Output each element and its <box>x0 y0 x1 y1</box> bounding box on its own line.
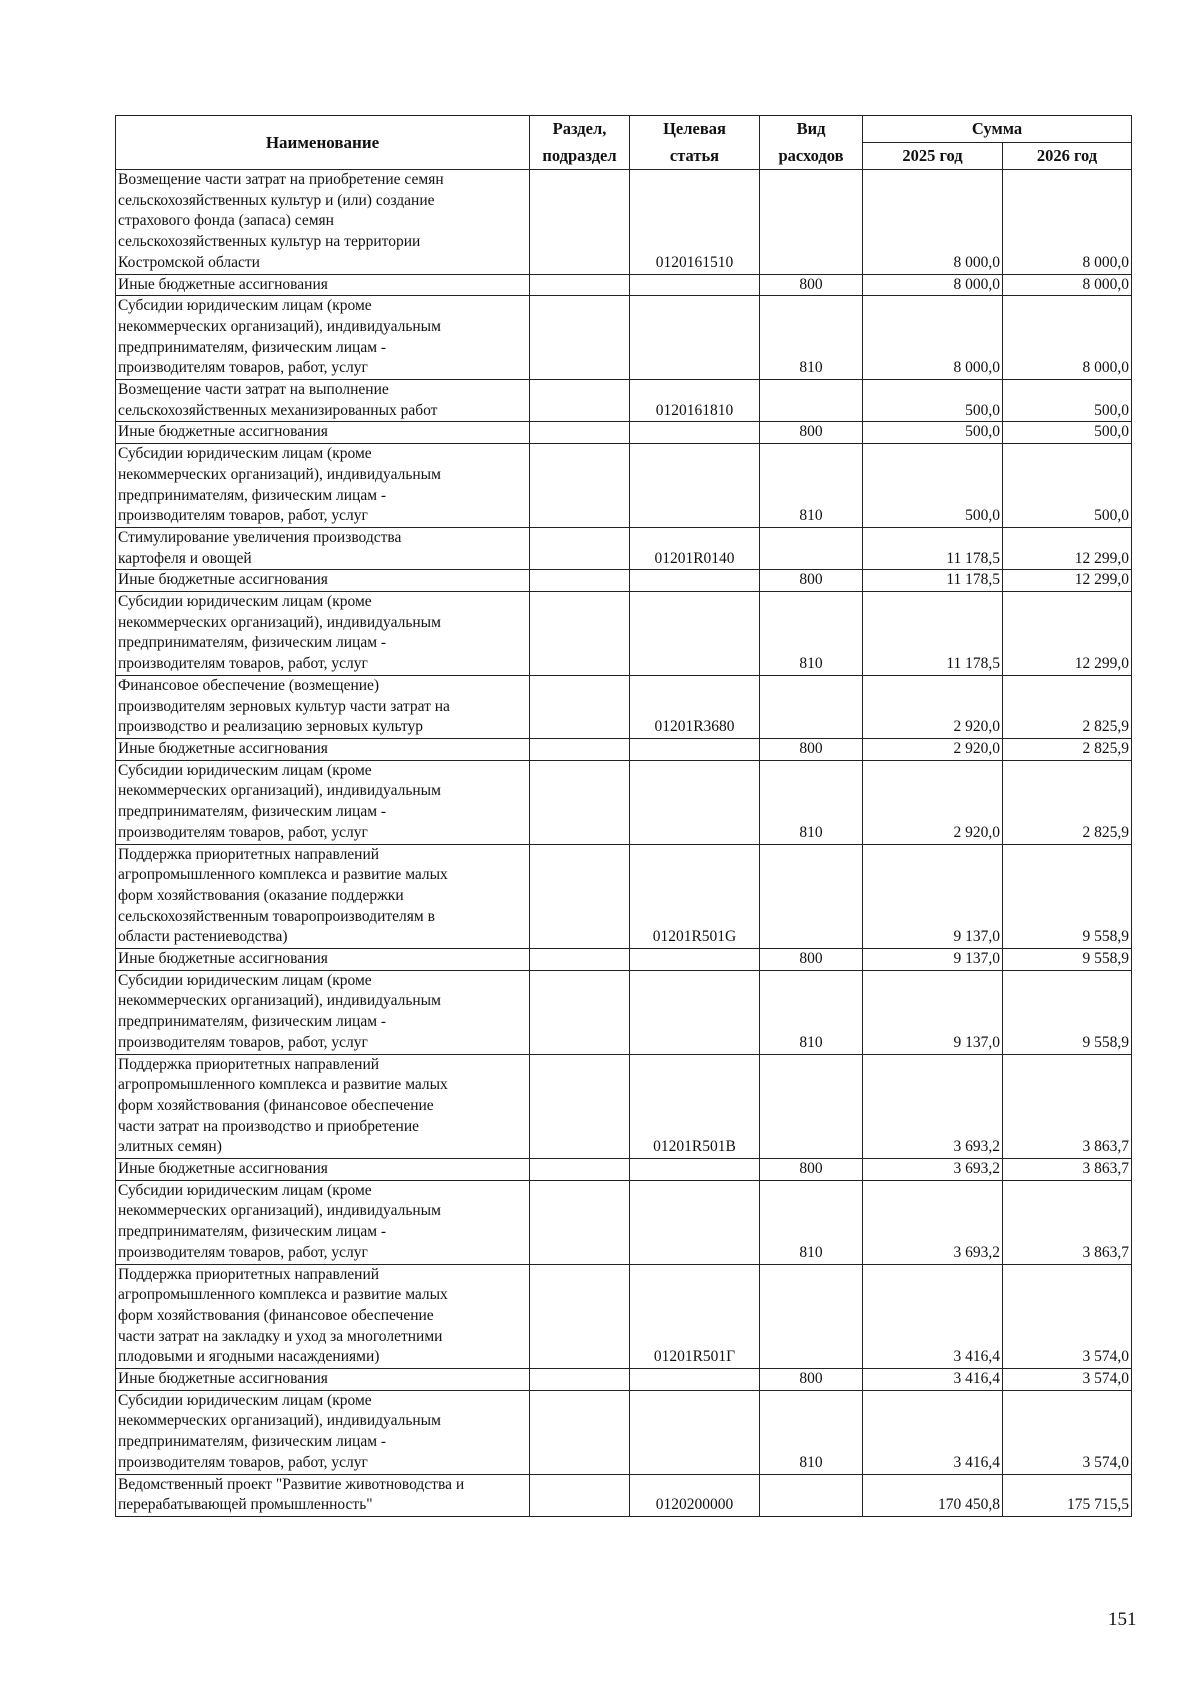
cell-expense-type: 800 <box>760 1159 863 1181</box>
cell-expense-type: 810 <box>760 1180 863 1264</box>
table-row <box>116 1180 1132 1264</box>
cell-expense-type: 800 <box>760 570 863 592</box>
cell-name: Субсидии юридическим лицам (кроме некоммерческих организаций), индивидуальным предпринимателям, физическим лицам - производителям товаров, работ, услуг <box>116 1390 530 1474</box>
cell-target <box>630 1159 760 1181</box>
cell-sum-2025: 2 920,0 <box>863 760 1003 844</box>
cell-name: Иные бюджетные ассигнования <box>116 949 530 971</box>
cell-expense-type: 810 <box>760 296 863 380</box>
cell-sum-2026: 3 863,7 <box>1003 1180 1132 1264</box>
cell-name: Субсидии юридическим лицам (кроме некоммерческих организаций), индивидуальным предпринимателям, физическим лицам - производителям товаров, работ, услуг <box>116 592 530 676</box>
cell-section <box>530 592 630 676</box>
cell-section <box>530 296 630 380</box>
cell-expense-type <box>760 1264 863 1369</box>
cell-target <box>630 738 760 760</box>
cell-name: Финансовое обеспечение (возмещение) производителям зерновых культур части затрат на производство и реализацию зерновых культур <box>116 675 530 738</box>
cell-name: Поддержка приоритетных направлений агропромышленного комплекса и развитие малых форм хозяйствования (финансовое обеспечение части затрат на производство и приобретение элитных семян) <box>116 1054 530 1159</box>
cell-section <box>530 527 630 569</box>
cell-sum-2026: 2 825,9 <box>1003 760 1132 844</box>
cell-sum-2025: 9 137,0 <box>863 844 1003 949</box>
table-row <box>116 1474 1132 1516</box>
cell-expense-type: 800 <box>760 1369 863 1391</box>
cell-section <box>530 1054 630 1159</box>
table-row <box>116 1054 1132 1159</box>
cell-section <box>530 1474 630 1516</box>
cell-expense-type <box>760 1474 863 1516</box>
cell-name: Субсидии юридическим лицам (кроме некоммерческих организаций), индивидуальным предпринимателям, физическим лицам - производителям товаров, работ, услуг <box>116 760 530 844</box>
cell-section <box>530 380 630 422</box>
table-row <box>116 970 1132 1054</box>
table-row <box>116 444 1132 528</box>
cell-sum-2026: 175 715,5 <box>1003 1474 1132 1516</box>
cell-expense-type: 810 <box>760 444 863 528</box>
cell-sum-2025: 3 693,2 <box>863 1180 1003 1264</box>
table-row <box>116 570 1132 592</box>
cell-sum-2026: 2 825,9 <box>1003 738 1132 760</box>
cell-target: 01201R501В <box>630 1054 760 1159</box>
cell-name: Иные бюджетные ассигнования <box>116 1159 530 1181</box>
cell-name: Стимулирование увеличения производства картофеля и овощей <box>116 527 530 569</box>
cell-section <box>530 738 630 760</box>
cell-sum-2026: 3 574,0 <box>1003 1390 1132 1474</box>
cell-sum-2025: 3 693,2 <box>863 1159 1003 1181</box>
cell-target: 0120200000 <box>630 1474 760 1516</box>
cell-section <box>530 844 630 949</box>
header-section: Раздел, <box>530 116 630 143</box>
table-row <box>116 760 1132 844</box>
cell-sum-2025: 3 693,2 <box>863 1054 1003 1159</box>
cell-sum-2026: 12 299,0 <box>1003 570 1132 592</box>
header-type-line1: Вид <box>760 116 863 143</box>
cell-section <box>530 949 630 971</box>
table-row <box>116 675 1132 738</box>
cell-section <box>530 444 630 528</box>
header-target-line1: Целевая <box>630 116 760 143</box>
cell-expense-type: 810 <box>760 760 863 844</box>
cell-sum-2026: 9 558,9 <box>1003 949 1132 971</box>
header-name: Наименование <box>116 116 530 170</box>
cell-target <box>630 760 760 844</box>
cell-sum-2025: 9 137,0 <box>863 949 1003 971</box>
cell-target: 01201R3680 <box>630 675 760 738</box>
cell-name: Субсидии юридическим лицам (кроме некоммерческих организаций), индивидуальным предпринимателям, физическим лицам - производителям товаров, работ, услуг <box>116 296 530 380</box>
cell-target: 01201R0140 <box>630 527 760 569</box>
cell-section <box>530 1369 630 1391</box>
cell-sum-2025: 3 416,4 <box>863 1369 1003 1391</box>
cell-sum-2025: 11 178,5 <box>863 592 1003 676</box>
cell-section <box>530 1159 630 1181</box>
table-row <box>116 1390 1132 1474</box>
table-row <box>116 949 1132 971</box>
table-body <box>116 170 1132 1517</box>
cell-sum-2025: 3 416,4 <box>863 1264 1003 1369</box>
cell-sum-2026: 8 000,0 <box>1003 296 1132 380</box>
cell-target <box>630 296 760 380</box>
cell-section <box>530 422 630 444</box>
cell-target <box>630 1180 760 1264</box>
cell-sum-2025: 8 000,0 <box>863 296 1003 380</box>
cell-name: Субсидии юридическим лицам (кроме некоммерческих организаций), индивидуальным предпринимателям, физическим лицам - производителям товаров, работ, услуг <box>116 444 530 528</box>
table-row <box>116 380 1132 422</box>
cell-section <box>530 1390 630 1474</box>
cell-sum-2026: 9 558,9 <box>1003 970 1132 1054</box>
header-year-2026: 2026 год <box>1003 143 1132 170</box>
cell-section <box>530 570 630 592</box>
cell-sum-2025: 500,0 <box>863 444 1003 528</box>
cell-section <box>530 1180 630 1264</box>
table-row <box>116 1159 1132 1181</box>
cell-expense-type <box>760 170 863 275</box>
table-row <box>116 738 1132 760</box>
cell-target <box>630 444 760 528</box>
cell-target <box>630 949 760 971</box>
cell-sum-2026: 9 558,9 <box>1003 844 1132 949</box>
cell-sum-2025: 8 000,0 <box>863 274 1003 296</box>
cell-target: 0120161810 <box>630 380 760 422</box>
cell-target: 0120161510 <box>630 170 760 275</box>
cell-section <box>530 760 630 844</box>
cell-name: Ведомственный проект "Развитие животноводства и перерабатывающей промышленность" <box>116 1474 530 1516</box>
cell-expense-type: 810 <box>760 970 863 1054</box>
table-row <box>116 422 1132 444</box>
table-row <box>116 170 1132 275</box>
cell-sum-2026: 500,0 <box>1003 422 1132 444</box>
table-row <box>116 274 1132 296</box>
cell-name: Иные бюджетные ассигнования <box>116 570 530 592</box>
table-row <box>116 527 1132 569</box>
cell-sum-2026: 3 574,0 <box>1003 1264 1132 1369</box>
cell-target <box>630 970 760 1054</box>
cell-section <box>530 970 630 1054</box>
cell-name: Иные бюджетные ассигнования <box>116 422 530 444</box>
cell-sum-2025: 3 416,4 <box>863 1390 1003 1474</box>
cell-target: 01201R501Г <box>630 1264 760 1369</box>
cell-expense-type: 800 <box>760 949 863 971</box>
cell-target <box>630 1390 760 1474</box>
cell-name: Субсидии юридическим лицам (кроме некоммерческих организаций), индивидуальным предпринимателям, физическим лицам - производителям товаров, работ, услуг <box>116 970 530 1054</box>
cell-expense-type <box>760 675 863 738</box>
cell-target <box>630 422 760 444</box>
cell-sum-2025: 9 137,0 <box>863 970 1003 1054</box>
cell-expense-type: 800 <box>760 422 863 444</box>
cell-sum-2025: 11 178,5 <box>863 527 1003 569</box>
table-row <box>116 1264 1132 1369</box>
cell-sum-2026: 2 825,9 <box>1003 675 1132 738</box>
cell-target <box>630 570 760 592</box>
cell-sum-2025: 8 000,0 <box>863 170 1003 275</box>
cell-target: 01201R501G <box>630 844 760 949</box>
table-row <box>116 844 1132 949</box>
cell-section <box>530 274 630 296</box>
cell-expense-type: 800 <box>760 274 863 296</box>
cell-name: Возмещение части затрат на приобретение семян сельскохозяйственных культур и (или) создание страхового фонда (запаса) семян сельскохозяйственных культур на территории Костромской области <box>116 170 530 275</box>
table-row <box>116 296 1132 380</box>
cell-sum-2025: 170 450,8 <box>863 1474 1003 1516</box>
cell-name: Иные бюджетные ассигнования <box>116 738 530 760</box>
cell-sum-2026: 8 000,0 <box>1003 170 1132 275</box>
cell-name: Субсидии юридическим лицам (кроме некоммерческих организаций), индивидуальным предпринимателям, физическим лицам - производителям товаров, работ, услуг <box>116 1180 530 1264</box>
cell-sum-2025: 500,0 <box>863 380 1003 422</box>
cell-sum-2025: 2 920,0 <box>863 675 1003 738</box>
cell-name: Поддержка приоритетных направлений агропромышленного комплекса и развитие малых форм хозяйствования (финансовое обеспечение части затрат на закладку и уход за многолетними плодовыми и ягодными насаждениями) <box>116 1264 530 1369</box>
cell-sum-2026: 500,0 <box>1003 444 1132 528</box>
cell-expense-type: 800 <box>760 738 863 760</box>
cell-name: Поддержка приоритетных направлений агропромышленного комплекса и развитие малых форм хозяйствования (оказание поддержки сельскохозяйственным товаропроизводителям в области растениеводства) <box>116 844 530 949</box>
cell-name: Иные бюджетные ассигнования <box>116 1369 530 1391</box>
cell-expense-type <box>760 844 863 949</box>
table-row <box>116 592 1132 676</box>
header-type-line2: расходов <box>760 143 863 170</box>
cell-sum-2026: 3 863,7 <box>1003 1054 1132 1159</box>
cell-section <box>530 675 630 738</box>
header-subsection: подраздел <box>530 143 630 170</box>
cell-sum-2026: 8 000,0 <box>1003 274 1132 296</box>
cell-sum-2026: 3 574,0 <box>1003 1369 1132 1391</box>
cell-sum-2026: 3 863,7 <box>1003 1159 1132 1181</box>
cell-expense-type: 810 <box>760 1390 863 1474</box>
cell-expense-type <box>760 380 863 422</box>
cell-target <box>630 1369 760 1391</box>
cell-target <box>630 592 760 676</box>
page-number: 151 <box>1108 1609 1137 1630</box>
cell-sum-2025: 500,0 <box>863 422 1003 444</box>
cell-section <box>530 1264 630 1369</box>
header-year-2025: 2025 год <box>863 143 1003 170</box>
header-sum: Сумма <box>863 116 1132 143</box>
cell-name: Возмещение части затрат на выполнение сельскохозяйственных механизированных работ <box>116 380 530 422</box>
cell-sum-2025: 11 178,5 <box>863 570 1003 592</box>
cell-sum-2026: 12 299,0 <box>1003 592 1132 676</box>
cell-expense-type <box>760 527 863 569</box>
cell-section <box>530 170 630 275</box>
cell-expense-type: 810 <box>760 592 863 676</box>
cell-target <box>630 274 760 296</box>
cell-sum-2026: 500,0 <box>1003 380 1132 422</box>
cell-name: Иные бюджетные ассигнования <box>116 274 530 296</box>
table-row <box>116 1369 1132 1391</box>
cell-sum-2026: 12 299,0 <box>1003 527 1132 569</box>
cell-expense-type <box>760 1054 863 1159</box>
budget-table <box>115 115 1132 1517</box>
table-header <box>116 116 1132 170</box>
cell-sum-2025: 2 920,0 <box>863 738 1003 760</box>
header-target-line2: статья <box>630 143 760 170</box>
